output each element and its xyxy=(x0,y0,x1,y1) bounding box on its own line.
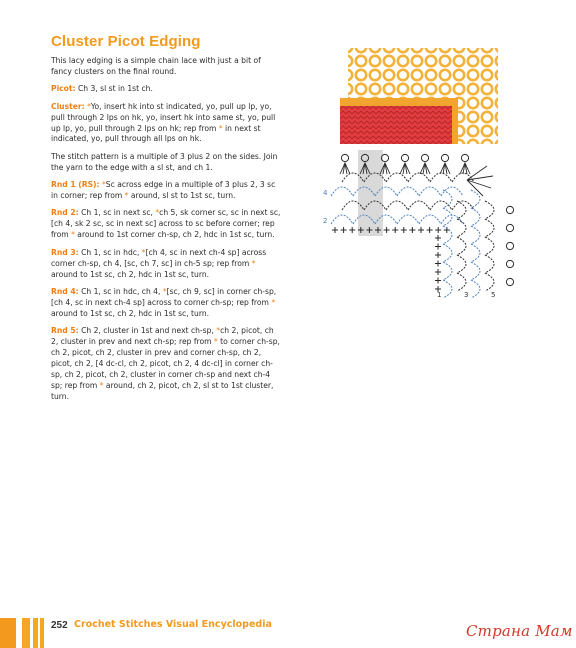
picot-symbol xyxy=(441,154,448,161)
round-5-text-c: to corner ch-sp, ch 2, picot, ch 2, cluster in prev and corner ch-sp, ch 2, picot, ch 2, [4 dc-cl, ch 2, picot, ch 2, 4 dc-cl] in corner ch-sp, ch 2, picot, ch 2, cluster in corner ch-sp and next ch-4 sp; rep from xyxy=(51,337,280,390)
chain-arch xyxy=(485,255,494,273)
chain-arch xyxy=(430,173,452,182)
sc-symbol xyxy=(435,269,441,275)
chain-arch xyxy=(485,237,494,255)
picot-symbol xyxy=(506,224,513,231)
sc-symbol xyxy=(401,227,407,233)
chain-arch xyxy=(485,201,494,219)
chain-arch xyxy=(430,201,452,210)
chain-arch xyxy=(443,244,452,262)
chain-arch xyxy=(471,280,480,298)
round-3-label: Rnd 3: xyxy=(51,247,79,257)
swatch-photo-image xyxy=(340,40,500,144)
round-2 xyxy=(51,208,283,241)
round-2-text-a: Ch 1, sc in next sc, xyxy=(78,208,156,218)
chain-arch xyxy=(331,187,353,196)
stitch-diagram-svg xyxy=(317,150,522,302)
round-5 xyxy=(51,326,283,402)
chain-arch xyxy=(443,226,452,244)
picot-definition xyxy=(51,84,283,95)
round-5-text-d: around, ch 2, picot, ch 2, sl st to 1st cluster, turn. xyxy=(51,380,274,401)
chain-arch xyxy=(397,215,419,224)
sc-symbol xyxy=(418,227,424,233)
swatch-photo xyxy=(340,40,500,144)
picot-symbol xyxy=(461,154,468,161)
picot-symbol xyxy=(506,278,513,285)
chain-arch xyxy=(457,219,466,237)
cluster-text-b: in next st indicated, yo, pull through all lps on hk. xyxy=(51,123,261,144)
chain-arch xyxy=(408,173,430,182)
repeat-star: * xyxy=(271,297,276,307)
round-3-text-c: around to 1st sc, ch 2, hdc in 1st sc, turn. xyxy=(51,269,210,279)
pattern-note: The stitch pattern is a multiple of 3 plus 2 on the sides. Join the yarn to the edge with a sl st, and ch 1. xyxy=(51,151,278,172)
round-4 xyxy=(51,287,283,320)
chain-arch xyxy=(471,190,480,208)
chain-arch xyxy=(443,262,452,280)
footer-bar xyxy=(40,618,44,648)
chain-arch xyxy=(419,215,441,224)
cluster-text-a: Yo, insert hk into st indicated, yo, pull up lp, yo, pull through 2 lps on hk, yo, insert hk into same st, yo, pull up lp, yo, pull through 2 lps on hk; rep from xyxy=(51,101,276,133)
picot-symbol xyxy=(506,260,513,267)
sc-symbol xyxy=(384,227,390,233)
cluster-symbol xyxy=(460,163,470,174)
repeat-star: * xyxy=(155,208,160,218)
chain-arch xyxy=(485,219,494,237)
corner-cluster-symbol xyxy=(467,166,493,196)
footer-bar xyxy=(33,618,38,648)
round-5-text-b: ch 2, picot, ch 2, cluster in prev and next ch-sp; rep from xyxy=(51,326,274,347)
repeat-star: * xyxy=(124,191,129,201)
picot-symbol xyxy=(506,206,513,213)
repeat-star: * xyxy=(216,326,221,336)
cluster-symbol xyxy=(420,163,430,174)
repeat-star: * xyxy=(162,286,167,296)
round-2-text-c: around to 1st corner ch-sp, ch 2, hdc in 1st sc, turn. xyxy=(74,230,275,240)
repeat-star: * xyxy=(213,337,218,347)
chain-arch xyxy=(457,255,466,273)
round-1-text-b: around, sl st to 1st sc, turn. xyxy=(128,191,236,201)
chain-arch xyxy=(331,215,353,224)
chain-arch xyxy=(471,226,480,244)
chain-arch xyxy=(397,187,419,196)
picot-symbol xyxy=(421,154,428,161)
sc-symbol xyxy=(427,227,433,233)
round-5-text-a: Ch 2, cluster in 1st and next ch-sp, xyxy=(78,326,217,336)
chain-arch xyxy=(471,262,480,280)
stitch-diagram xyxy=(317,150,522,302)
picot-label: Picot: xyxy=(51,84,76,94)
sc-symbol xyxy=(435,227,441,233)
sc-symbol xyxy=(435,278,441,284)
cluster-symbol xyxy=(340,163,350,174)
repeat-star: * xyxy=(99,380,104,390)
cluster-label: Cluster: xyxy=(51,101,85,111)
round-3-text-b: [ch 4, sc in next ch-4 sp] across corner ch-sp, ch 4, [sc, ch 7, sc] in ch-5 sp; rep from xyxy=(51,247,267,268)
round-3 xyxy=(51,248,283,281)
picot-text: Ch 3, sl st in 1st ch. xyxy=(75,84,153,94)
sc-symbol xyxy=(409,227,415,233)
round-4-text-c: around to 1st sc, ch 2, hdc in 1st sc, turn. xyxy=(51,308,210,318)
row-label-4: 4 xyxy=(323,189,328,197)
chain-arch xyxy=(457,201,466,219)
chain-arch xyxy=(452,201,474,210)
repeat-star: * xyxy=(141,247,146,257)
sc-symbol xyxy=(341,227,347,233)
sc-symbol xyxy=(435,252,441,258)
picot-symbol xyxy=(341,154,348,161)
col-label-3: 3 xyxy=(464,291,469,299)
chain-arch xyxy=(443,280,452,298)
sc-symbol xyxy=(435,244,441,250)
chain-arch xyxy=(443,190,452,208)
footer-bar xyxy=(0,618,16,648)
round-1 xyxy=(51,180,283,202)
chain-arch xyxy=(471,208,480,226)
chain-arch xyxy=(441,215,463,224)
col-label-5: 5 xyxy=(491,291,496,299)
repeat-star: * xyxy=(87,101,91,111)
repeat-star: * xyxy=(251,258,256,268)
round-3-text-a: Ch 1, sc in hdc, xyxy=(78,247,142,257)
round-4-text-a: Ch 1, sc in hdc, ch 4, xyxy=(78,286,163,296)
round-2-label: Rnd 2: xyxy=(51,208,79,218)
picot-symbol xyxy=(401,154,408,161)
page-number: 252 xyxy=(51,620,68,631)
cluster-symbol xyxy=(440,163,450,174)
sc-symbol xyxy=(435,235,441,241)
sc-symbol xyxy=(332,227,338,233)
instructions-column xyxy=(51,56,283,409)
watermark: Страна Мам xyxy=(466,622,573,640)
cluster-symbol xyxy=(400,163,410,174)
chain-arch xyxy=(386,201,408,210)
chain-arch xyxy=(419,187,441,196)
footer-bar xyxy=(22,618,30,648)
chain-arch xyxy=(443,208,452,226)
round-4-label: Rnd 4: xyxy=(51,286,79,296)
cluster-definition xyxy=(51,102,283,146)
round-1-text-a: Sc across edge in a multiple of 3 plus 2, 3 sc in corner; rep from xyxy=(51,180,276,201)
col-label-1: 1 xyxy=(437,291,442,299)
repeat-star: * xyxy=(101,180,106,190)
round-4-text-b: [sc, ch 9, sc] in corner ch-sp, [ch 4, sc in next ch-4 sp] across to corner ch-sp; rep from xyxy=(51,286,277,307)
repeat-star: * xyxy=(71,230,75,240)
repeat-highlight xyxy=(358,150,383,236)
round-1-label: Rnd 1 (RS): xyxy=(51,180,100,190)
book-title: Crochet Stitches Visual Encyclopedia xyxy=(74,619,272,630)
chain-arch xyxy=(386,173,408,182)
repeat-star: * xyxy=(218,123,223,133)
chain-arch xyxy=(485,273,494,291)
chain-arch xyxy=(457,237,466,255)
chain-arch xyxy=(471,244,480,262)
round-5-label: Rnd 5: xyxy=(51,326,79,336)
row-label-2: 2 xyxy=(323,217,328,225)
sc-symbol xyxy=(392,227,398,233)
chain-arch xyxy=(441,187,463,196)
intro-paragraph: This lacy edging is a simple chain lace with just a bit of fancy clusters on the final round. xyxy=(51,56,261,76)
round-2-text-b: ch 5, sk corner sc, sc in next sc, [ch 4, sk 2 sc, sc in next sc] across to sc before corner; rep from xyxy=(51,208,281,240)
sc-symbol xyxy=(349,227,355,233)
page-title: Cluster Picot Edging xyxy=(51,33,201,50)
picot-symbol xyxy=(506,242,513,249)
sc-symbol xyxy=(435,261,441,267)
chain-arch xyxy=(408,201,430,210)
chain-arch xyxy=(457,273,466,291)
